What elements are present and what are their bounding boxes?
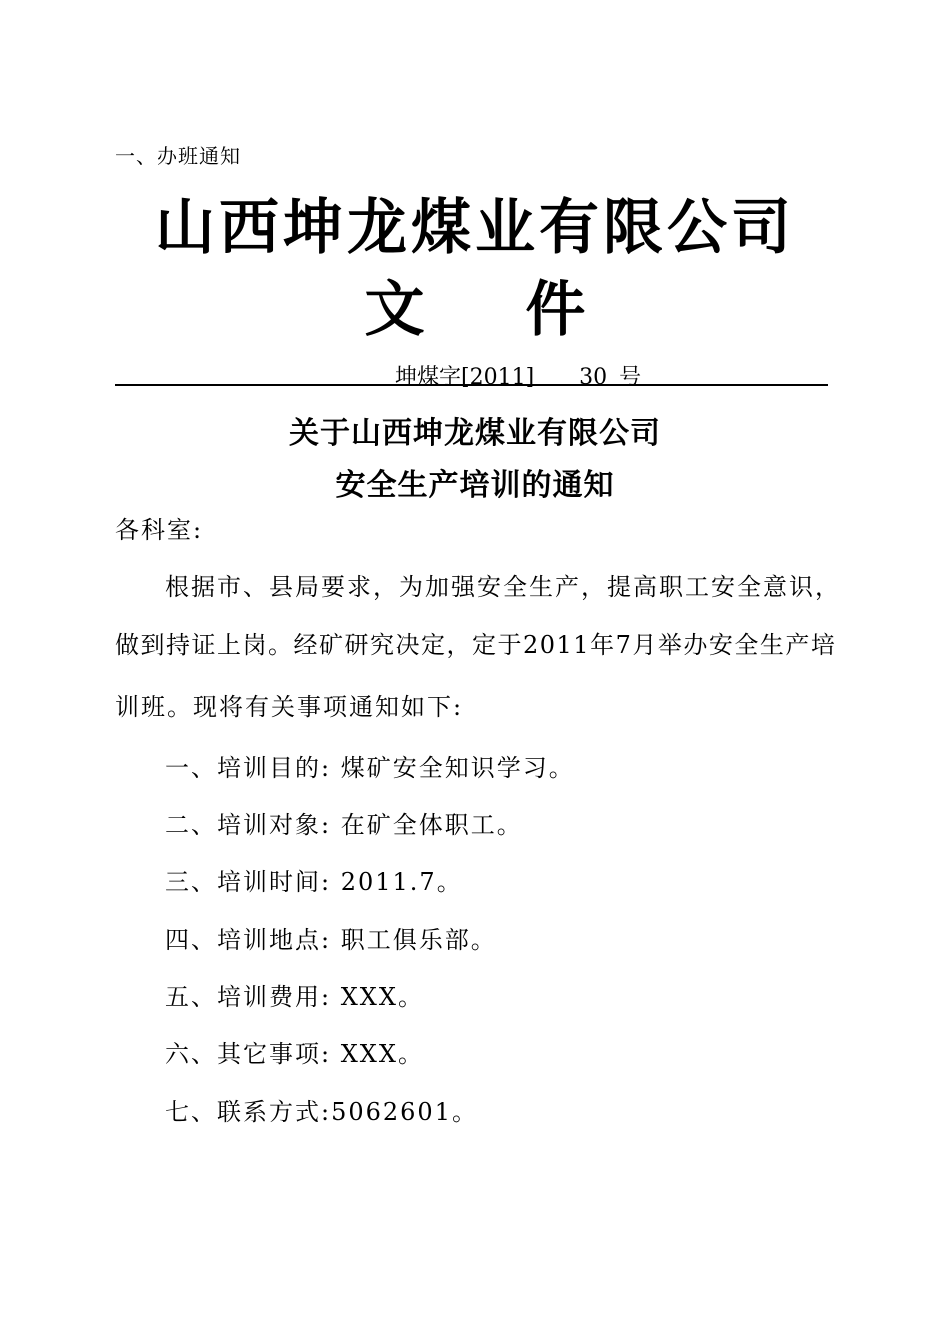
recipient: 各科室: <box>115 516 204 544</box>
document-number <box>395 360 641 391</box>
notice-title-line-2: 安全生产培训的通知 <box>335 468 615 503</box>
section-label: 一、办班通知 <box>115 144 241 168</box>
body-paragraph-line-1: 根据市、县局要求，为加强安全生产，提高职工安全意识， <box>165 573 841 601</box>
list-item: 一、培训目的: 煤矿安全知识学习。 <box>165 754 575 782</box>
list-item: 六、其它事项: XXX。 <box>165 1040 424 1068</box>
document-number-value: 30 <box>579 365 608 390</box>
list-item: 三、培训时间: 2011.7。 <box>165 868 463 896</box>
header-divider <box>115 384 828 386</box>
list-item: 四、培训地点: 职工俱乐部。 <box>165 926 497 954</box>
document-number-prefix: 坤煤字[2011] <box>395 365 535 390</box>
document-number-suffix: 号 <box>619 365 642 390</box>
list-item: 七、联系方式:5062601。 <box>165 1098 478 1126</box>
body-paragraph-line-3: 训班。现将有关事项通知如下: <box>115 693 464 721</box>
list-item: 五、培训费用: XXX。 <box>165 983 424 1011</box>
organization-name: 山西坤龙煤业有限公司 <box>155 193 795 263</box>
document-word: 文 件 <box>364 275 586 345</box>
body-paragraph-line-2: 做到持证上岗。经矿研究决定，定于2011年7月举办安全生产培 <box>115 631 837 659</box>
notice-title-line-1: 关于山西坤龙煤业有限公司 <box>289 416 661 451</box>
list-item: 二、培训对象: 在矿全体职工。 <box>165 811 523 839</box>
